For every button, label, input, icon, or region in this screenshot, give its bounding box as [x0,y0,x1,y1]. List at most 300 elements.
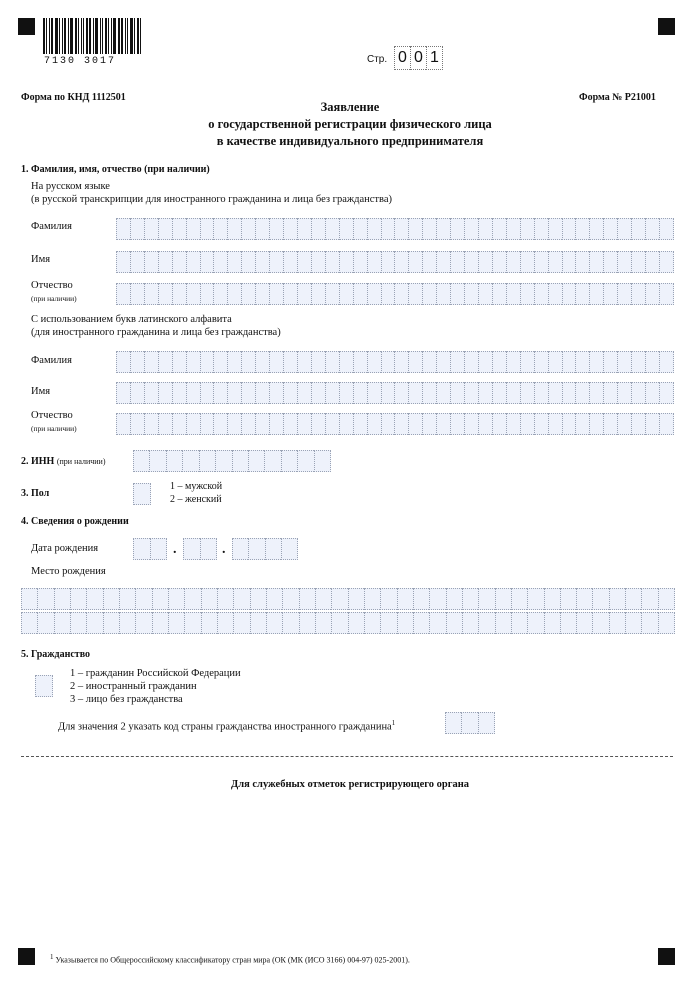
input-cell[interactable] [562,382,576,404]
input-cell[interactable] [436,382,450,404]
input-cell[interactable] [172,251,186,273]
input-cell[interactable] [269,283,283,305]
input-cell[interactable] [478,413,492,435]
input-cell[interactable] [183,538,200,560]
input-cell[interactable] [464,382,478,404]
input-cell[interactable] [184,612,200,634]
input-cell[interactable] [436,351,450,373]
input-cell[interactable] [381,251,395,273]
input-cell[interactable] [609,588,625,610]
input-cell[interactable] [297,413,311,435]
input-cell[interactable] [450,218,464,240]
input-cell[interactable] [534,283,548,305]
input-cell[interactable] [184,588,200,610]
input-cell[interactable] [232,450,248,472]
input-cell[interactable] [158,283,172,305]
input-cell[interactable] [659,283,674,305]
input-cell[interactable] [144,283,158,305]
input-cell[interactable] [233,612,249,634]
input-cell[interactable] [462,588,478,610]
input-cell[interactable] [186,218,200,240]
input-cell[interactable] [103,588,119,610]
input-cell[interactable] [641,612,657,634]
input-cell[interactable] [130,382,144,404]
input-cell[interactable] [511,612,527,634]
input-cell[interactable] [617,283,631,305]
input-cell[interactable] [446,612,462,634]
input-cell[interactable] [325,382,339,404]
input-cell[interactable] [450,283,464,305]
input-cell[interactable] [227,413,241,435]
input-cell[interactable] [144,351,158,373]
input-cell[interactable] [478,351,492,373]
input-cell[interactable] [255,251,269,273]
input-cell[interactable] [144,382,158,404]
input-cell[interactable] [227,283,241,305]
input-cell[interactable] [297,283,311,305]
input-cell[interactable] [397,588,413,610]
input-cell[interactable] [135,588,151,610]
input-cell[interactable] [422,413,436,435]
input-cell[interactable] [464,283,478,305]
input-cell[interactable] [603,251,617,273]
input-cell[interactable] [282,588,298,610]
input-cell[interactable] [534,413,548,435]
input-cell[interactable] [227,382,241,404]
input-cell[interactable] [422,251,436,273]
input-cell[interactable] [130,351,144,373]
input-cell[interactable] [492,351,506,373]
input-cell[interactable] [331,588,347,610]
input-cell[interactable] [478,382,492,404]
input-cell[interactable] [172,413,186,435]
input-cell[interactable] [213,351,227,373]
input-cell[interactable] [133,450,149,472]
input-cell[interactable] [422,351,436,373]
input-cell[interactable] [520,218,534,240]
birth-place-field-line1[interactable] [21,588,675,610]
input-cell[interactable] [492,218,506,240]
input-cell[interactable] [186,351,200,373]
input-cell[interactable] [464,351,478,373]
input-cell[interactable] [283,283,297,305]
input-cell[interactable] [299,588,315,610]
input-cell[interactable] [658,612,675,634]
input-cell[interactable] [658,588,675,610]
input-cell[interactable] [255,382,269,404]
input-cell[interactable] [380,588,396,610]
birth-place-field-line2[interactable] [21,612,675,634]
input-cell[interactable] [495,588,511,610]
input-cell[interactable] [311,382,325,404]
input-cell[interactable] [576,588,592,610]
input-cell[interactable] [544,588,560,610]
input-cell[interactable] [311,251,325,273]
citizenship-field[interactable] [35,675,53,697]
input-cell[interactable] [283,382,297,404]
input-cell[interactable] [348,612,364,634]
input-cell[interactable] [21,612,37,634]
input-cell[interactable] [54,612,70,634]
input-cell[interactable] [548,283,562,305]
input-cell[interactable] [631,218,645,240]
input-cell[interactable] [575,218,589,240]
input-cell[interactable] [283,218,297,240]
input-cell[interactable] [527,612,543,634]
input-cell[interactable] [172,351,186,373]
input-cell[interactable] [575,251,589,273]
input-cell[interactable] [200,351,214,373]
input-cell[interactable] [394,351,408,373]
input-cell[interactable] [631,382,645,404]
input-cell[interactable] [283,351,297,373]
input-cell[interactable] [408,351,422,373]
input-cell[interactable] [213,283,227,305]
input-cell[interactable] [492,283,506,305]
ru-patronymic-field[interactable] [116,283,674,305]
input-cell[interactable] [609,612,625,634]
input-cell[interactable] [227,251,241,273]
input-cell[interactable] [520,413,534,435]
input-cell[interactable] [116,251,130,273]
input-cell[interactable] [408,382,422,404]
input-cell[interactable] [461,712,477,734]
input-cell[interactable] [133,538,150,560]
input-cell[interactable] [186,382,200,404]
input-cell[interactable] [464,218,478,240]
input-cell[interactable] [478,612,494,634]
input-cell[interactable] [353,283,367,305]
input-cell[interactable] [297,251,311,273]
input-cell[interactable] [548,251,562,273]
input-cell[interactable] [116,351,130,373]
input-cell[interactable] [394,218,408,240]
input-cell[interactable] [631,283,645,305]
input-cell[interactable] [462,612,478,634]
input-cell[interactable] [659,382,674,404]
input-cell[interactable] [603,218,617,240]
input-cell[interactable] [339,251,353,273]
input-cell[interactable] [520,382,534,404]
input-cell[interactable] [562,283,576,305]
input-cell[interactable] [495,612,511,634]
input-cell[interactable] [339,283,353,305]
input-cell[interactable] [506,251,520,273]
input-cell[interactable] [70,588,86,610]
input-cell[interactable] [241,283,255,305]
lat-name-field[interactable] [116,382,674,404]
input-cell[interactable] [232,538,248,560]
input-cell[interactable] [511,588,527,610]
input-cell[interactable] [116,218,130,240]
input-cell[interactable] [589,251,603,273]
input-cell[interactable] [429,588,445,610]
input-cell[interactable] [353,413,367,435]
input-cell[interactable] [464,413,478,435]
input-cell[interactable] [436,251,450,273]
input-cell[interactable] [297,218,311,240]
input-cell[interactable] [269,251,283,273]
input-cell[interactable] [394,382,408,404]
input-cell[interactable] [325,413,339,435]
input-cell[interactable] [130,251,144,273]
input-cell[interactable] [200,283,214,305]
input-cell[interactable] [408,283,422,305]
input-cell[interactable] [201,612,217,634]
input-cell[interactable] [213,382,227,404]
input-cell[interactable] [314,450,331,472]
input-cell[interactable] [394,251,408,273]
input-cell[interactable] [645,382,659,404]
input-cell[interactable] [130,413,144,435]
input-cell[interactable] [21,588,37,610]
input-cell[interactable] [119,588,135,610]
input-cell[interactable] [150,538,168,560]
input-cell[interactable] [269,382,283,404]
input-cell[interactable] [241,382,255,404]
input-cell[interactable] [413,588,429,610]
input-cell[interactable] [250,588,266,610]
input-cell[interactable] [149,450,165,472]
input-cell[interactable] [645,218,659,240]
input-cell[interactable] [311,351,325,373]
input-cell[interactable] [450,382,464,404]
input-cell[interactable] [631,251,645,273]
input-cell[interactable] [339,218,353,240]
input-cell[interactable] [255,413,269,435]
input-cell[interactable] [213,251,227,273]
input-cell[interactable] [86,588,102,610]
input-cell[interactable] [311,413,325,435]
input-cell[interactable] [172,382,186,404]
input-cell[interactable] [348,588,364,610]
input-cell[interactable] [381,351,395,373]
input-cell[interactable] [492,251,506,273]
input-cell[interactable] [506,218,520,240]
input-cell[interactable] [325,283,339,305]
input-cell[interactable] [592,612,608,634]
input-cell[interactable] [241,351,255,373]
input-cell[interactable] [422,283,436,305]
input-cell[interactable] [575,351,589,373]
input-cell[interactable] [364,612,380,634]
input-cell[interactable] [144,251,158,273]
birth-month-field[interactable] [183,538,217,560]
input-cell[interactable] [158,351,172,373]
input-cell[interactable] [213,413,227,435]
input-cell[interactable] [144,218,158,240]
input-cell[interactable] [130,283,144,305]
input-cell[interactable] [544,612,560,634]
input-cell[interactable] [422,382,436,404]
input-cell[interactable] [534,382,548,404]
input-cell[interactable] [135,612,151,634]
input-cell[interactable] [478,283,492,305]
input-cell[interactable] [445,712,461,734]
input-cell[interactable] [492,413,506,435]
input-cell[interactable] [264,450,280,472]
input-cell[interactable] [548,382,562,404]
input-cell[interactable] [133,483,151,505]
input-cell[interactable] [255,283,269,305]
input-cell[interactable] [575,283,589,305]
input-cell[interactable] [200,413,214,435]
input-cell[interactable] [534,218,548,240]
input-cell[interactable] [297,450,313,472]
input-cell[interactable] [408,413,422,435]
input-cell[interactable] [168,588,184,610]
input-cell[interactable] [315,588,331,610]
input-cell[interactable] [603,351,617,373]
sex-field[interactable] [133,483,151,505]
input-cell[interactable] [617,382,631,404]
input-cell[interactable] [464,251,478,273]
input-cell[interactable] [625,588,641,610]
input-cell[interactable] [227,218,241,240]
input-cell[interactable] [283,413,297,435]
input-cell[interactable] [548,218,562,240]
input-cell[interactable] [367,251,381,273]
input-cell[interactable] [659,218,674,240]
input-cell[interactable] [37,588,53,610]
input-cell[interactable] [560,612,576,634]
input-cell[interactable] [478,251,492,273]
input-cell[interactable] [201,588,217,610]
input-cell[interactable] [367,351,381,373]
input-cell[interactable] [645,413,659,435]
input-cell[interactable] [397,612,413,634]
ru-surname-field[interactable] [116,218,674,240]
input-cell[interactable] [506,382,520,404]
input-cell[interactable] [631,413,645,435]
input-cell[interactable] [520,283,534,305]
input-cell[interactable] [282,612,298,634]
input-cell[interactable] [589,351,603,373]
input-cell[interactable] [520,251,534,273]
input-cell[interactable] [589,283,603,305]
input-cell[interactable] [248,450,264,472]
input-cell[interactable] [116,283,130,305]
input-cell[interactable] [35,675,53,697]
ru-name-field[interactable] [116,251,674,273]
input-cell[interactable] [227,351,241,373]
input-cell[interactable] [186,251,200,273]
input-cell[interactable] [158,413,172,435]
input-cell[interactable] [478,218,492,240]
input-cell[interactable] [413,612,429,634]
input-cell[interactable] [450,351,464,373]
input-cell[interactable] [168,612,184,634]
input-cell[interactable] [562,218,576,240]
input-cell[interactable] [446,588,462,610]
input-cell[interactable] [353,218,367,240]
input-cell[interactable] [269,413,283,435]
input-cell[interactable] [436,413,450,435]
input-cell[interactable] [560,588,576,610]
input-cell[interactable] [325,251,339,273]
input-cell[interactable] [617,413,631,435]
input-cell[interactable] [506,413,520,435]
input-cell[interactable] [86,612,102,634]
input-cell[interactable] [250,612,266,634]
input-cell[interactable] [70,612,86,634]
input-cell[interactable] [339,382,353,404]
input-cell[interactable] [266,588,282,610]
input-cell[interactable] [325,351,339,373]
input-cell[interactable] [217,612,233,634]
input-cell[interactable] [659,413,674,435]
input-cell[interactable] [158,218,172,240]
input-cell[interactable] [527,588,543,610]
input-cell[interactable] [534,251,548,273]
input-cell[interactable] [152,612,168,634]
input-cell[interactable] [200,382,214,404]
input-cell[interactable] [394,283,408,305]
input-cell[interactable] [353,351,367,373]
input-cell[interactable] [478,588,494,610]
input-cell[interactable] [186,283,200,305]
input-cell[interactable] [659,351,674,373]
input-cell[interactable] [158,382,172,404]
input-cell[interactable] [381,283,395,305]
lat-surname-field[interactable] [116,351,674,373]
input-cell[interactable] [645,251,659,273]
input-cell[interactable] [450,413,464,435]
input-cell[interactable] [172,283,186,305]
birth-day-field[interactable] [133,538,167,560]
input-cell[interactable] [506,351,520,373]
input-cell[interactable] [37,612,53,634]
input-cell[interactable] [534,351,548,373]
input-cell[interactable] [589,382,603,404]
input-cell[interactable] [331,612,347,634]
input-cell[interactable] [158,251,172,273]
input-cell[interactable] [144,413,158,435]
input-cell[interactable] [233,588,249,610]
input-cell[interactable] [422,218,436,240]
input-cell[interactable] [367,382,381,404]
input-cell[interactable] [311,218,325,240]
input-cell[interactable] [436,283,450,305]
input-cell[interactable] [436,218,450,240]
input-cell[interactable] [394,413,408,435]
input-cell[interactable] [299,612,315,634]
input-cell[interactable] [54,588,70,610]
input-cell[interactable] [364,588,380,610]
input-cell[interactable] [269,218,283,240]
input-cell[interactable] [186,413,200,435]
input-cell[interactable] [562,251,576,273]
input-cell[interactable] [130,218,144,240]
input-cell[interactable] [367,283,381,305]
input-cell[interactable] [617,251,631,273]
input-cell[interactable] [592,588,608,610]
input-cell[interactable] [255,351,269,373]
input-cell[interactable] [645,283,659,305]
input-cell[interactable] [241,413,255,435]
input-cell[interactable] [408,251,422,273]
input-cell[interactable] [116,382,130,404]
input-cell[interactable] [408,218,422,240]
input-cell[interactable] [367,218,381,240]
input-cell[interactable] [575,382,589,404]
inn-field[interactable] [133,450,331,472]
input-cell[interactable] [562,351,576,373]
input-cell[interactable] [200,251,214,273]
input-cell[interactable] [520,351,534,373]
input-cell[interactable] [119,612,135,634]
input-cell[interactable] [248,538,264,560]
